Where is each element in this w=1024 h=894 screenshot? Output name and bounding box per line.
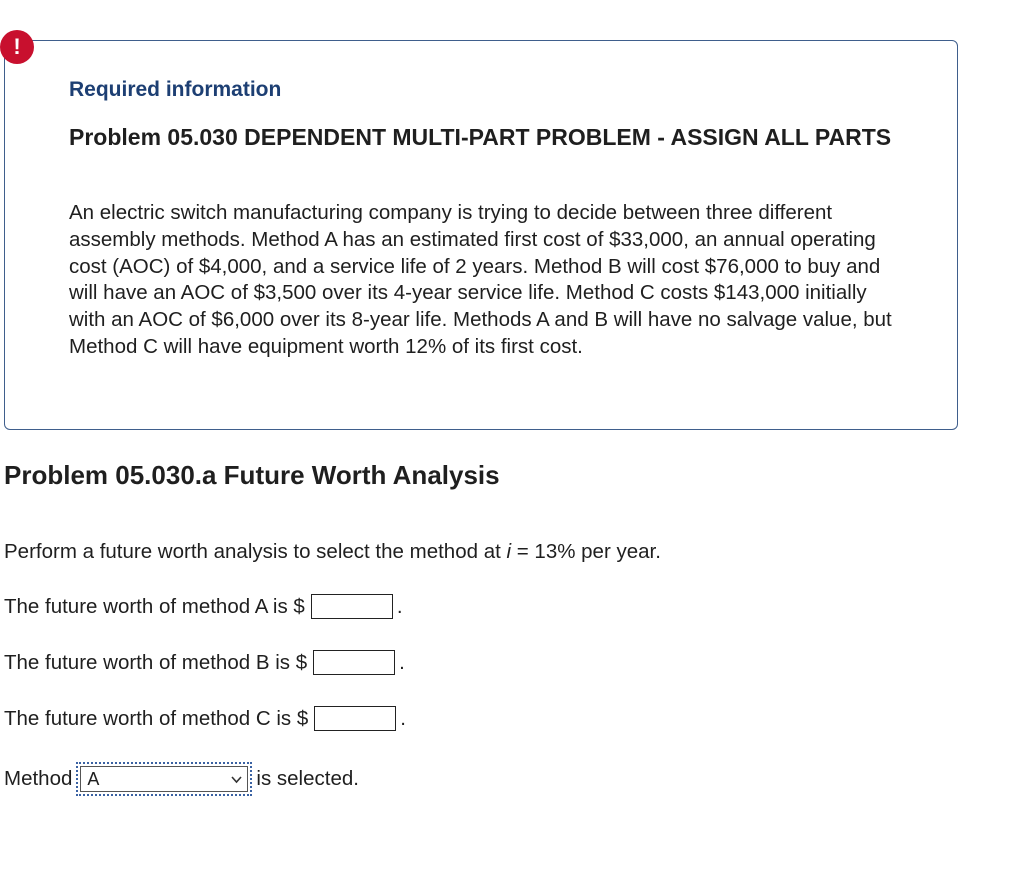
- future-worth-b-row: [4, 650, 405, 675]
- method-selection-row: [4, 762, 359, 796]
- instruction-text-start: Perform a future worth analysis to select the method at: [4, 540, 507, 563]
- chevron-down-icon[interactable]: [230, 768, 243, 798]
- future-worth-a-row: [4, 594, 403, 619]
- future-worth-c-period: .: [400, 706, 406, 730]
- problem-title: Problem 05.030 DEPENDENT MULTI-PART PROBLEM - ASSIGN ALL PARTS: [69, 124, 892, 150]
- future-worth-b-label: The future worth of method B is $: [4, 650, 308, 674]
- method-select-value: A: [87, 769, 100, 789]
- method-suffix-label: is selected.: [256, 767, 359, 790]
- future-worth-c-row: [4, 706, 406, 731]
- part-heading: Problem 05.030.a Future Worth Analysis: [4, 460, 500, 490]
- alert-icon: !: [0, 30, 34, 64]
- future-worth-a-label: The future worth of method A is $: [4, 594, 305, 618]
- method-prefix-label: Method: [4, 767, 73, 790]
- future-worth-a-input[interactable]: [311, 594, 393, 619]
- instruction-text-end: = 13% per year.: [511, 540, 661, 563]
- future-worth-b-input[interactable]: [313, 650, 395, 675]
- interest-variable: i: [506, 540, 512, 563]
- future-worth-a-period: .: [396, 594, 403, 618]
- future-worth-b-period: .: [399, 650, 405, 674]
- future-worth-c-input[interactable]: [314, 706, 396, 731]
- required-information-heading: Required information: [69, 78, 282, 101]
- method-select[interactable]: [80, 766, 248, 792]
- instruction-text: [4, 540, 661, 564]
- future-worth-c-label: The future worth of method C is $: [4, 706, 309, 730]
- method-select-focus-ring[interactable]: [76, 762, 252, 796]
- problem-description: An electric switch manufacturing company is trying to decide between three different assembly methods. Method A has an estimated first cost of $33,000, an annual operating cost (AOC) of $4,000, and a service life of 2 years. Method B will cost $76,000 to buy and will have an AOC of $3,500 over its 4-year service life. Method C costs $143,000 initially with an AOC of $6,000 over its 8-year life. Methods A and B will have no salvage value, but Method C will have equipment worth 12% of its first cost.: [69, 201, 892, 358]
